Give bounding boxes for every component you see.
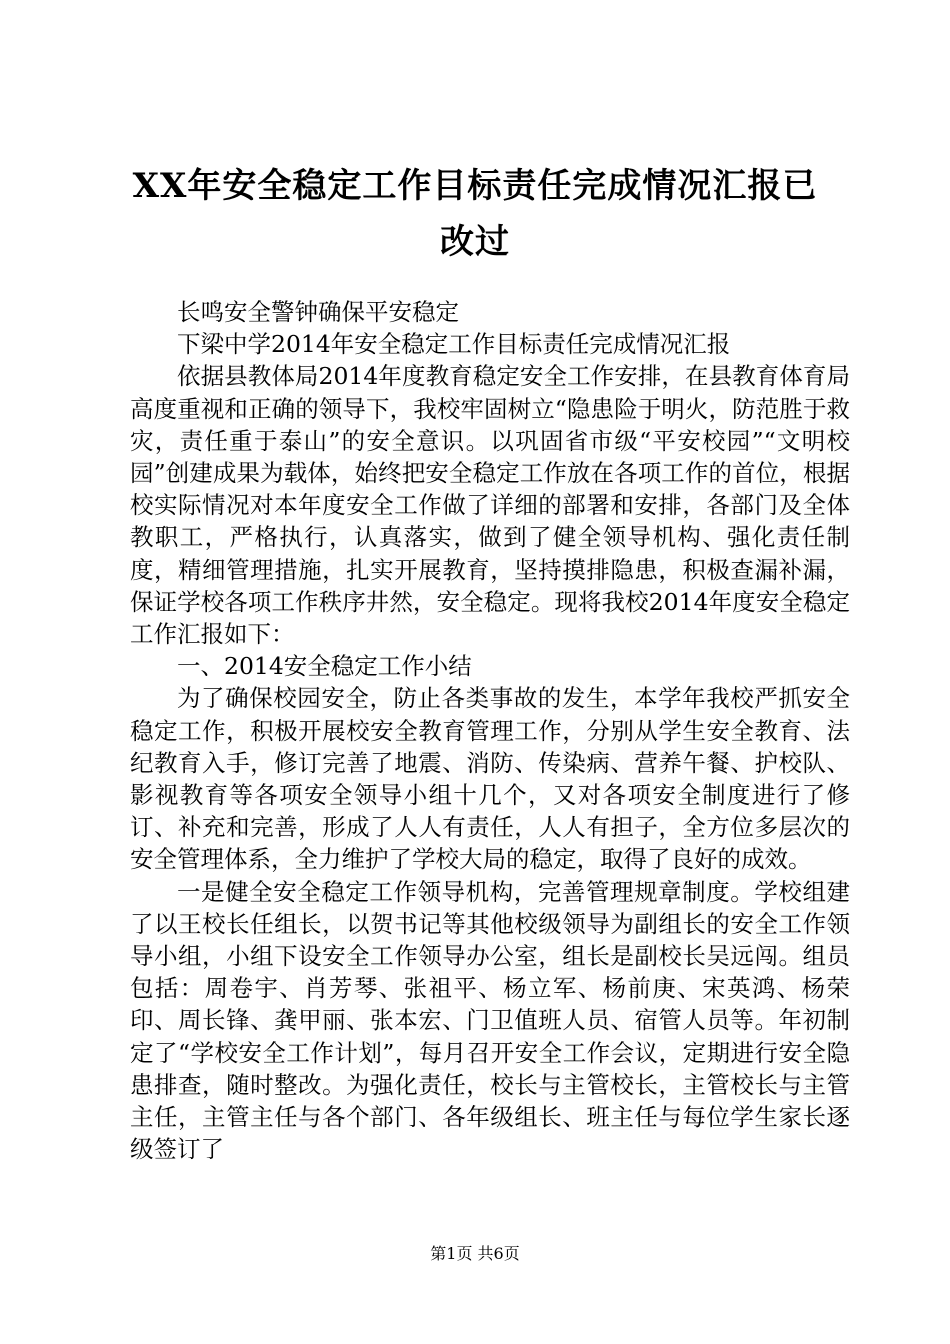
document-body <box>130 296 850 1165</box>
document-title: XX年安全稳定工作目标责任完成情况汇报已改过 <box>132 166 818 262</box>
paragraph: 下梁中学2014年安全稳定工作目标责任完成情况汇报 <box>177 330 731 359</box>
paragraph: 为了确保校园安全，防止各类事故的发生，本学年我校严抓安全稳定工作，积极开展校安全教育管理工作，分别从学生安全教育、法纪教育入手，修订完善了地震、消防、传染病、营养午餐、护校队、影视教育等各项安全领导小组十几个，又对各项安全制度进行了修订、补充和完善，形成了人人有责任，人人有担子，全方位多层次的安全管理体系，全力维护了学校大局的稳定，取得了良好的成效。 <box>130 684 850 874</box>
paragraph: 一、2014安全稳定工作小结 <box>177 652 472 681</box>
paragraph: 一是健全安全稳定工作领导机构，完善管理规章制度。学校组建了以王校长任组长，以贺书记等其他校级领导为副组长的安全工作领导小组，小组下设安全工作领导办公室，组长是副校长吴远闯。组员包括：周卷宇、肖芳琴、张祖平、杨立军、杨前庚、宋英鸿、杨荣印、周长锋、龚甲丽、张本宏、门卫值班人员、宿管人员等。年初制定了“学校安全工作计划”，每月召开安全工作会议，定期进行安全隐患排查，随时整改。为强化责任，校长与主管校长，主管校长与主管主任，主管主任与各个部门、各年级组长、班主任与每位学生家长逐级签订了 <box>130 877 850 1164</box>
paragraph: 依据县教体局2014年度教育稳定安全工作安排，在县教育体育局高度重视和正确的领导下，我校牢固树立“隐患险于明火，防范胜于救灾，责任重于泰山”的安全意识。以巩固省市级“平安校园”“文明校园”创建成果为载体，始终把安全稳定工作放在各项工作的首位，根据校实际情况对本年度安全工作做了详细的部署和安排，各部门及全体教职工，严格执行，认真落实，做到了健全领导机构、强化责任制度，精细管理措施，扎实开展教育，坚持摸排隐患，积极查漏补漏，保证学校各项工作秩序井然，安全稳定。现将我校2014年度安全稳定工作汇报如下： <box>130 362 850 649</box>
paragraph: 长鸣安全警钟确保平安稳定 <box>177 298 459 326</box>
page-footer: 第1页 共6页 <box>430 1244 520 1263</box>
